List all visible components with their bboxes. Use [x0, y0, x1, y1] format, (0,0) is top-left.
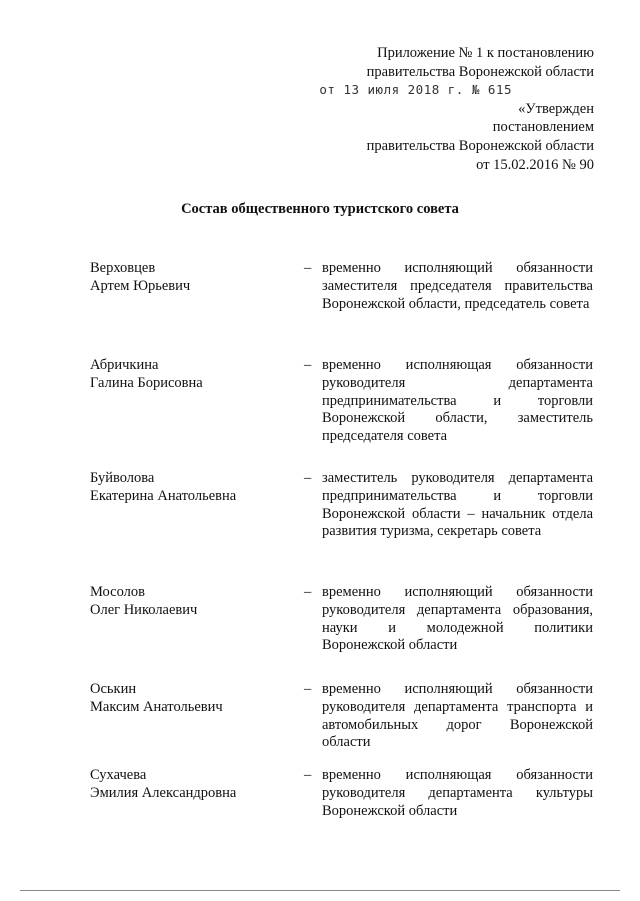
document-title: Состав общественного туристского совета: [181, 201, 459, 217]
member-name: [90, 470, 290, 506]
member-dash: –: [304, 681, 312, 697]
member-dash: –: [304, 767, 312, 783]
approval-line: постановлением: [492, 119, 594, 136]
member-surname: Оськин: [90, 681, 137, 697]
member-surname: Мосолов: [90, 584, 145, 600]
member-role: заместитель руководителя департамента предпринимательства и торговли Воронежской области – начальник отдела развития туризма, секретарь совета: [322, 470, 593, 540]
page-edge-line: [20, 890, 620, 891]
member-given-name: Эмилия Александровна: [90, 784, 237, 801]
member-dash: –: [304, 260, 312, 276]
member-role: временно исполняющий обязанности руководителя департамента транспорта и автомобильных дорог Воронежской области: [322, 681, 593, 751]
member-name: [90, 681, 290, 717]
appendix-line: правительства Воронежской области: [366, 63, 594, 80]
member-surname: Абричкина: [90, 357, 159, 373]
member-surname: Верховцев: [90, 260, 156, 276]
approval-line: правительства Воронежской области: [366, 137, 594, 154]
member-name: [90, 260, 290, 296]
member-role: временно исполняющий обязанности заместителя председателя правительства Воронежской области, председатель совета: [322, 260, 593, 312]
registration-stamp: от 13 июля 2018 г. № 615: [319, 82, 512, 98]
member-surname: Сухачева: [90, 767, 147, 783]
member-role: временно исполняющая обязанности руководителя департамента предпринимательства и торговли Воронежской области, заместитель председателя совета: [322, 357, 593, 445]
member-role: временно исполняющая обязанности руководителя департамента культуры Воронежской области: [322, 767, 593, 819]
member-given-name: Артем Юрьевич: [90, 277, 191, 294]
member-dash: –: [304, 584, 312, 600]
member-name: [90, 767, 290, 803]
approval-line: «Утвержден: [518, 100, 594, 117]
member-dash: –: [304, 470, 312, 486]
appendix-header: [294, 44, 594, 174]
member-surname: Буйволова: [90, 470, 155, 486]
appendix-line: Приложение № 1 к постановлению: [377, 45, 594, 61]
member-given-name: Олег Николаевич: [90, 601, 198, 618]
member-name: [90, 357, 290, 393]
member-name: [90, 584, 290, 620]
member-given-name: Галина Борисовна: [90, 374, 203, 391]
approval-line: от 15.02.2016 № 90: [476, 156, 594, 173]
member-dash: –: [304, 357, 312, 373]
member-given-name: Максим Анатольевич: [90, 698, 223, 715]
member-given-name: Екатерина Анатольевна: [90, 487, 237, 504]
member-role: временно исполняющий обязанности руководителя департамента образования, науки и молодежной политики Воронежской области: [322, 584, 593, 654]
